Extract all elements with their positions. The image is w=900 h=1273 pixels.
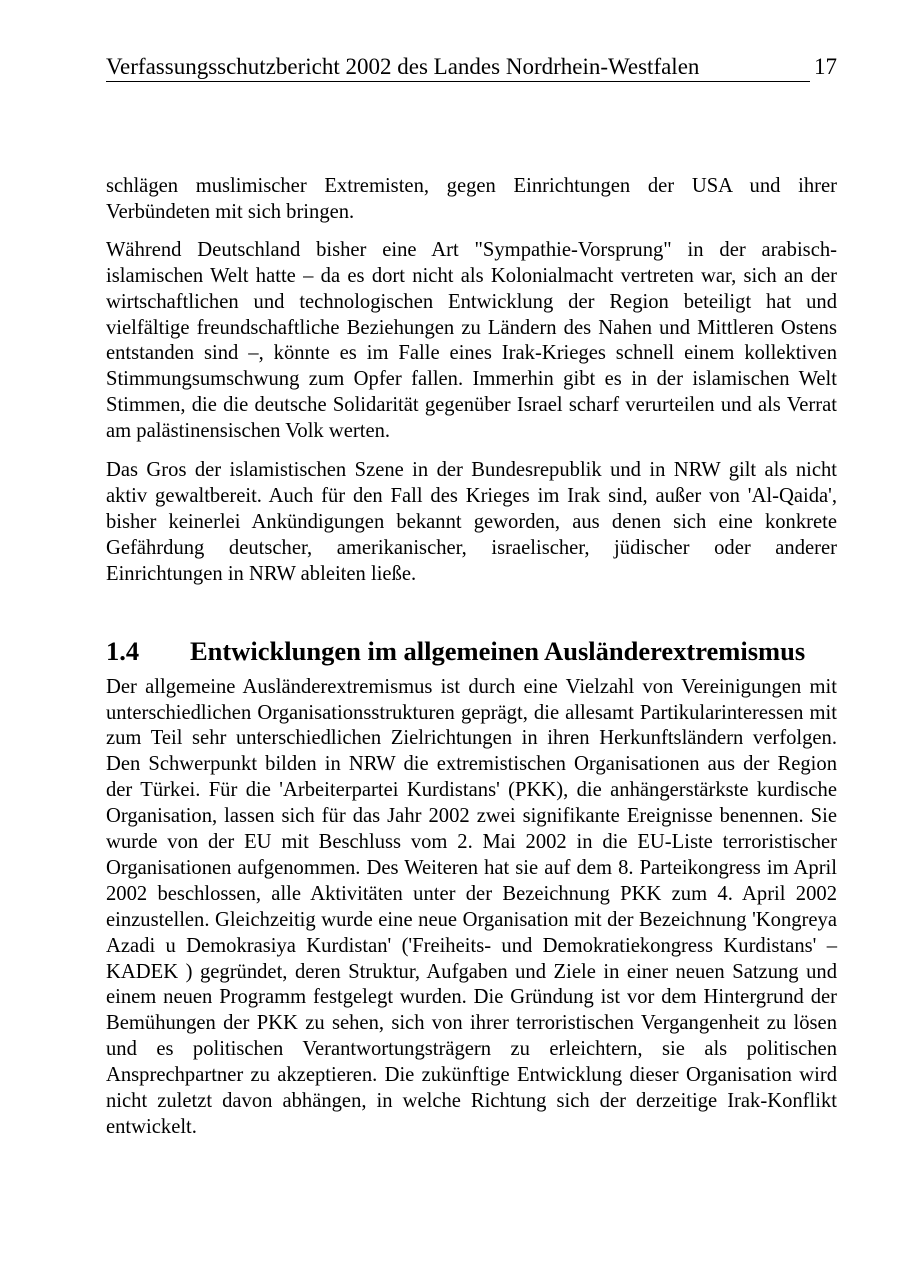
body-paragraph-2: Während Deutschland bisher eine Art "Sympathie-Vorsprung" in der arabisch-islamischen Welt hatte – da es dort nicht als Kolonialmacht vertreten war, sich an der wirtschaftlichen und technologischen Entwicklung der Region beteiligt hat und vielfältige freundschaftliche Beziehungen zu Ländern des Nahen und Mittleren Ostens entstanden sind –, könnte es im Falle eines Irak-Krieges schnell einem kollektiven Stimmungsumschwung zum Opfer fallen. Immerhin gibt es in der islamischen Welt Stimmen, die die deutsche Solidarität gegenüber Israel scharf verurteilen und als Verrat am palästinensischen Volk werten. [106,238,837,443]
page-number: 17 [814,54,837,79]
section-title: Entwicklungen im allgemeinen Ausländerextremismus [190,635,806,666]
page-header [106,54,837,82]
header-rule [106,81,810,82]
section-heading [106,634,837,668]
body-paragraph-1: schlägen muslimischer Extremisten, gegen Einrichtungen der USA und ihrer Verbündeten mit sich bringen. [106,175,837,223]
section-paragraph: Der allgemeine Ausländerextremismus ist durch eine Vielzahl von Vereinigungen mit unterschiedlichen Organisationsstrukturen geprägt, die allesamt Partikularinteressen mit zum Teil sehr unterschiedlichen Zielrichtungen in ihren Herkunftsländern verfolgen. Den Schwerpunkt bilden in NRW die extremistischen Organisationen aus der Region der Türkei. Für die 'Arbeiterpartei Kurdistans' (PKK), die anhängerstärkste kurdische Organisation, lassen sich für das Jahr 2002 zwei signifikante Ereignisse benennen. Sie wurde von der EU mit Beschluss vom 2. Mai 2002 in die EU-Liste terroristischer Organisationen aufgenommen. Des Weiteren hat sie auf dem 8. Parteikongress im April 2002 beschlossen, alle Aktivitäten unter der Bezeichnung PKK zum 4. April 2002 einzustellen. Gleichzeitig wurde eine neue Organisation mit der Bezeichnung 'Kongreya Azadi u Demokrasiya Kurdistan' ('Freiheits- und Demokratiekongress Kurdistans' – KADEK ) gegründet, deren Struktur, Aufgaben und Ziele in einer neuen Satzung und einem neuen Programm festgelegt wurden. Die Gründung ist vor dem Hintergrund der Bemühungen der PKK zu sehen, sich von ihrer terroristischen Vergangenheit zu lösen und es politischen Verantwortungsträgern zu erleichtern, sie als politischen Ansprechpartner zu akzeptieren. Die zukünftige Entwicklung dieser Organisation wird nicht zuletzt davon abhängen, in welche Richtung sich der derzeitige Irak-Konflikt entwickelt. [106,675,837,1138]
running-header-title: Verfassungsschutzbericht 2002 des Landes Nordrhein-Westfalen [106,54,700,79]
section-number: 1.4 [106,635,140,666]
body-paragraph-3: Das Gros der islamistischen Szene in der Bundesrepublik und in NRW gilt als nicht aktiv gewaltbereit. Auch für den Fall des Krieges im Irak sind, außer von 'Al-Qaida', bisher keinerlei Ankündigungen bekannt geworden, aus denen sich eine konkrete Gefährdung deutscher, amerikanischer, israelischer, jüdischer oder anderer Einrichtungen in NRW ableiten ließe. [106,459,837,585]
page-content [106,174,837,1141]
